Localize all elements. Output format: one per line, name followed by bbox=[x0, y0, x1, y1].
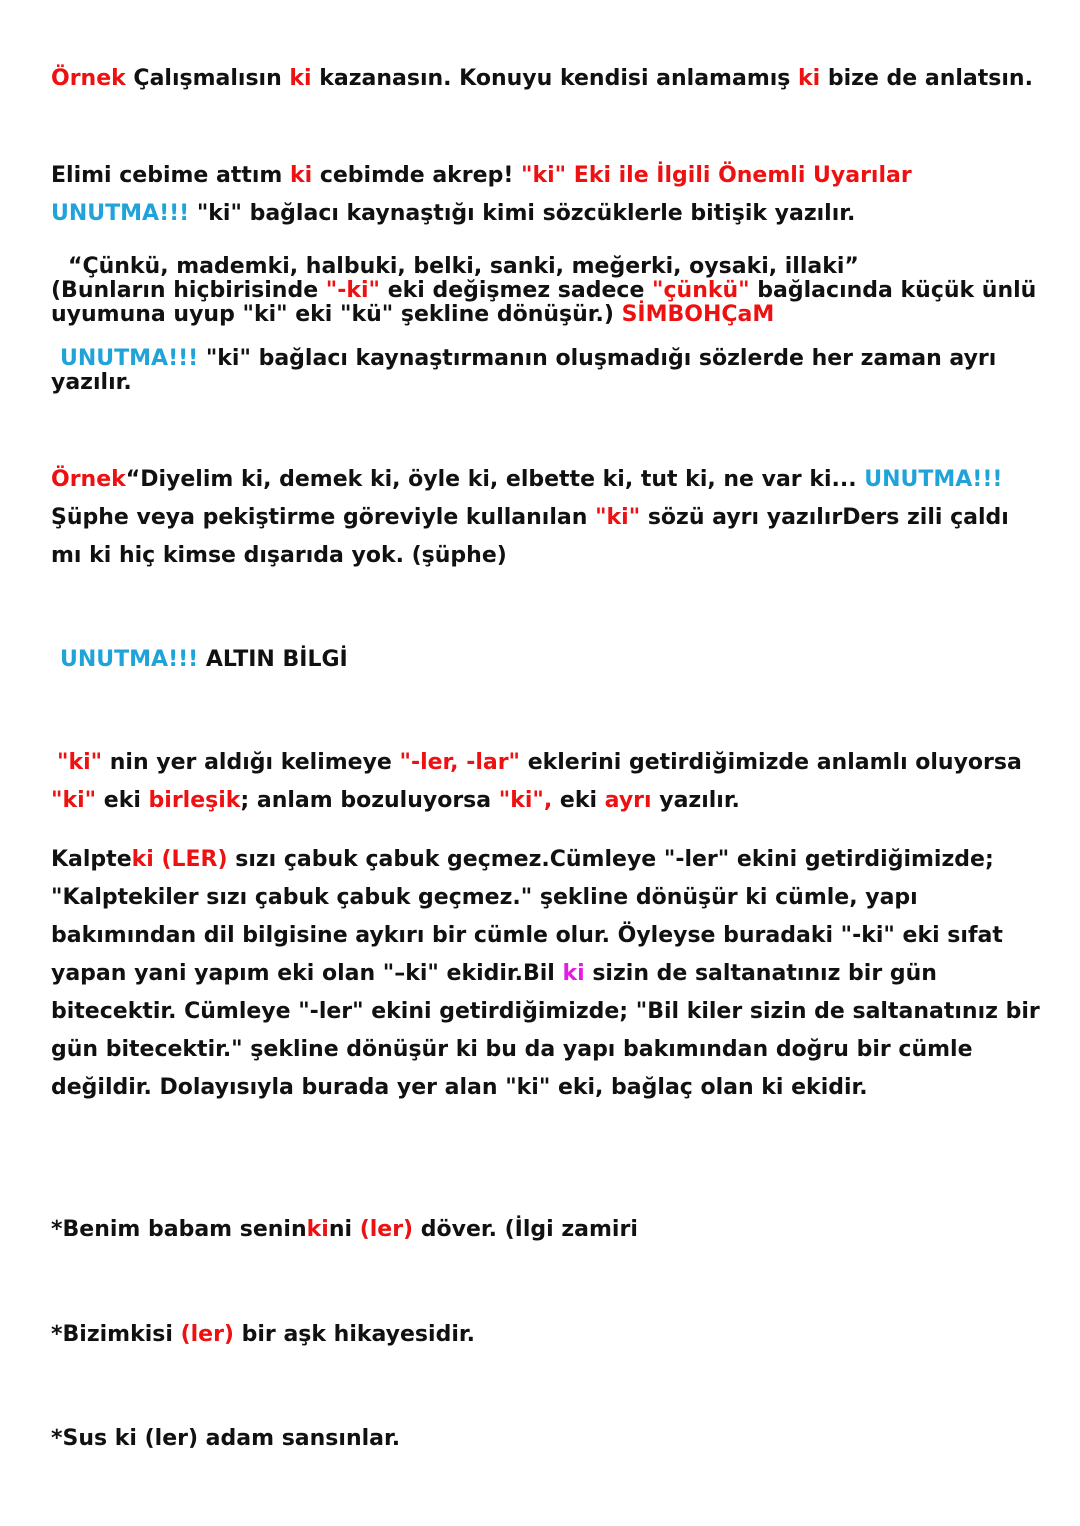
text: kazanasın. Konuyu kendisi anlamamış bbox=[311, 66, 799, 91]
text: (Bunların hiçbirisinde bbox=[51, 278, 326, 303]
text: bize de anlatsın. bbox=[820, 66, 1033, 91]
unutma-label: UNUTMA!!! bbox=[60, 647, 199, 672]
paragraph-rule bbox=[51, 744, 1041, 820]
ler-highlight: (ler) bbox=[180, 1322, 234, 1347]
example-label: Örnek bbox=[51, 467, 126, 492]
text: Kalpte bbox=[51, 847, 132, 872]
example-sentence-1 bbox=[51, 1211, 1041, 1249]
conjunction-list: “Çünkü, mademki, halbuki, belki, sanki, meğerki, oysaki, illaki” bbox=[68, 254, 859, 279]
text: ; anlam bozuluyorsa bbox=[240, 788, 499, 813]
ki-highlight: "ki" bbox=[57, 750, 103, 775]
text: eklerini getirdiğimizde anlamlı oluyorsa bbox=[520, 750, 1022, 775]
ki-highlight: ki (LER) bbox=[131, 847, 228, 872]
ayri-highlight: ayrı bbox=[604, 788, 652, 813]
ki-highlight: "-ki" bbox=[325, 278, 381, 303]
text: *Sus ki (ler) adam sansınlar. bbox=[51, 1426, 401, 1451]
ki-highlight: "ki" bbox=[51, 788, 97, 813]
ki-highlight: ki bbox=[290, 163, 313, 188]
cunku-highlight: "çünkü" bbox=[652, 278, 750, 303]
unutma-label: UNUTMA!!! bbox=[60, 346, 199, 371]
ki-highlight: "ki" bbox=[595, 505, 641, 530]
text: sözü ayrı yazılırDers zili çaldı mı ki hiç kimse dışarıda yok. (şüphe) bbox=[51, 505, 1009, 568]
text: yazılır. bbox=[651, 788, 740, 813]
ki-highlight: ki bbox=[798, 66, 821, 91]
ki-highlight: ki bbox=[306, 1217, 329, 1242]
text: Şüphe veya pekiştirme göreviyle kullanılan bbox=[51, 505, 596, 530]
text: sızı çabuk çabuk geçmez.Cümleye "-ler" ekini getirdiğimizde; "Kalptekiler sızı çabuk çabuk geçmez." şekline dönüşür ki cümle, yapı bakımından dil bilgisine aykırı bir cümle olur. Öyleyse buradaki "-ki" eki sıfat yapan yani yapım eki olan "–ki" ekidir.Bil bbox=[51, 847, 1003, 986]
paragraph-example-1 bbox=[51, 60, 1041, 98]
ler-highlight: "-ler, -lar" bbox=[399, 750, 521, 775]
text: "ki" bağlacı kaynaştığı kimi sözcüklerle bitişik yazılır. bbox=[189, 201, 856, 226]
paragraph-unutma-separate bbox=[51, 347, 1041, 395]
text: ni bbox=[328, 1217, 360, 1242]
text: “Diyelim ki, demek ki, öyle ki, elbette ki, tut ki, ne var ki... bbox=[125, 467, 857, 492]
example-sentence-2 bbox=[51, 1316, 1041, 1354]
text: nin yer aldığı kelimeye bbox=[102, 750, 400, 775]
paragraph-conjunction-list bbox=[51, 255, 1041, 327]
text: eki bbox=[552, 788, 605, 813]
text: bağlacında küçük ünlü uyumuna uyup "ki" eki "kü" şekline dönüşür.) bbox=[51, 278, 1037, 327]
text: döver. (İlgi zamiri bbox=[413, 1217, 638, 1242]
text: "ki" bağlacı kaynaştırmanın oluşmadığı sözlerde her zaman ayrı yazılır. bbox=[51, 346, 997, 395]
birlesik-highlight: birleşik bbox=[148, 788, 241, 813]
text: Çalışmalısın bbox=[125, 66, 290, 91]
simbohcam-label: SİMBOHÇaM bbox=[621, 302, 775, 327]
example-sentence-3 bbox=[51, 1420, 1041, 1458]
text: eki bbox=[96, 788, 149, 813]
section-heading: "ki" Eki ile İlgili Önemli Uyarılar bbox=[521, 163, 912, 188]
text: sizin de saltanatınız bir gün bitecektir. Cümleye "-ler" ekini getirdiğimizde; "Bil kiler sizin de saltanatınız bir gün bitecektir." şekline dönüşür ki bu da yapı bakımından doğru bir cümle değildir. Dolayısıyla burada yer alan "ki" eki, bağlaç olan ki ekidir. bbox=[51, 961, 1040, 1100]
text: Elimi cebime attım bbox=[51, 163, 290, 188]
unutma-label: UNUTMA!!! bbox=[856, 467, 1003, 492]
ki-highlight: ki bbox=[289, 66, 312, 91]
ler-highlight: (ler) bbox=[359, 1217, 414, 1242]
unutma-label: UNUTMA!!! bbox=[51, 201, 190, 226]
text: *Benim babam senin bbox=[51, 1217, 307, 1242]
golden-info-heading: ALTIN BİLGİ bbox=[198, 647, 348, 672]
text: bir aşk hikayesidir. bbox=[233, 1322, 475, 1347]
paragraph-example-3 bbox=[51, 461, 1041, 575]
text: cebimde akrep! bbox=[312, 163, 522, 188]
paragraph-golden-info bbox=[51, 641, 1041, 679]
ki-highlight: "ki", bbox=[498, 788, 553, 813]
paragraph-example-2 bbox=[51, 157, 1041, 233]
ki-highlight-magenta: ki bbox=[562, 961, 585, 986]
example-label: Örnek bbox=[51, 66, 126, 91]
text: eki değişmez sadece bbox=[380, 278, 653, 303]
text: *Bizimkisi bbox=[51, 1322, 181, 1347]
paragraph-explanation bbox=[51, 841, 1041, 1107]
